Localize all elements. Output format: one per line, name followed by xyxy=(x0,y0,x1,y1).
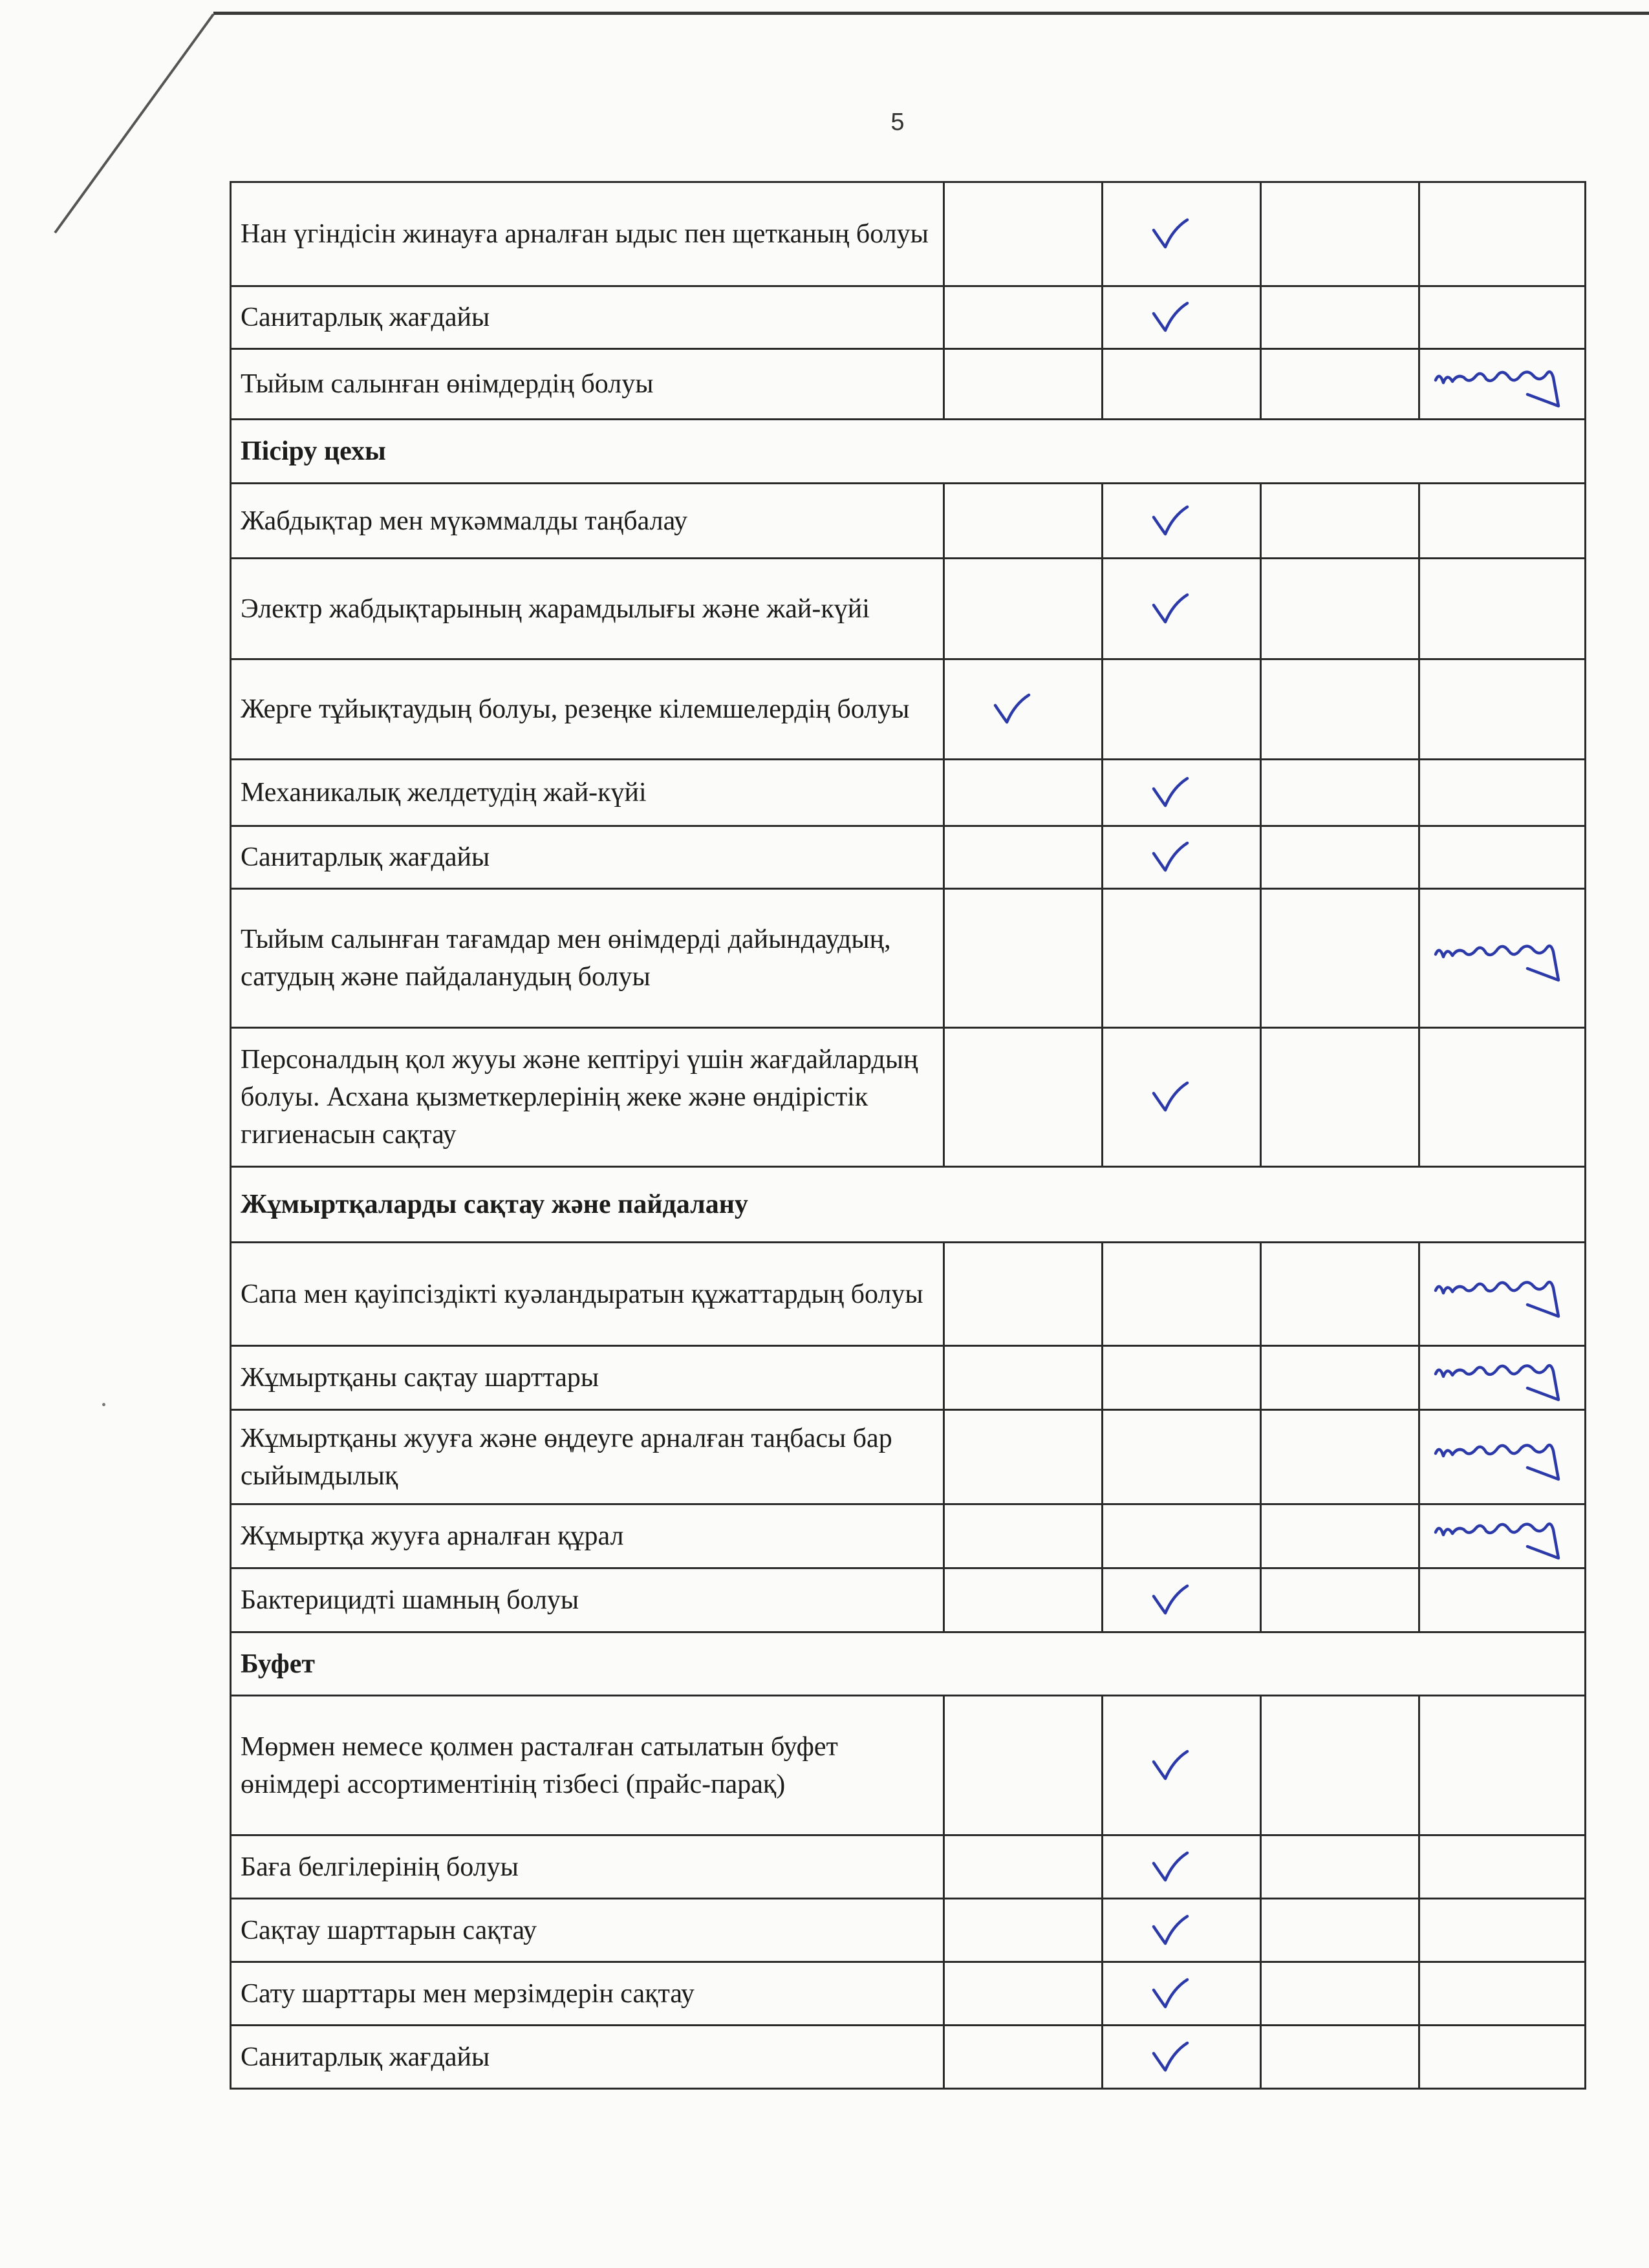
mark-cell xyxy=(944,760,1103,826)
checkmark-icon xyxy=(1150,591,1190,627)
mark-cell xyxy=(1103,1835,1261,1899)
mark-cell xyxy=(1261,1835,1419,1899)
mark-cell xyxy=(1103,1899,1261,1962)
scan-edge-corner xyxy=(0,0,259,259)
mark-cell xyxy=(1261,1028,1419,1167)
mark-cell xyxy=(1103,1962,1261,2026)
mark-cell xyxy=(1261,349,1419,420)
mark-cell xyxy=(1261,1568,1419,1632)
checklist-row xyxy=(231,1346,1586,1410)
mark-cell xyxy=(944,559,1103,659)
section-heading: Пісіру цехы xyxy=(231,420,1586,484)
mark-cell xyxy=(1103,659,1261,760)
mark-cell xyxy=(1419,1028,1585,1167)
criterion-label: Сату шарттары мен мерзімдерін сақтау xyxy=(231,1962,944,2026)
scan-speck xyxy=(102,1403,105,1406)
mark-cell xyxy=(1103,826,1261,889)
mark-cell xyxy=(944,1028,1103,1167)
mark-cell xyxy=(1419,484,1585,559)
checkmark-icon xyxy=(1150,216,1190,252)
checkmark-icon xyxy=(1150,1912,1190,1949)
mark-cell xyxy=(944,1962,1103,2026)
mark-cell xyxy=(1419,826,1585,889)
signature-mark-icon xyxy=(1430,354,1573,414)
checklist-row xyxy=(231,1962,1586,2026)
mark-cell xyxy=(1261,182,1419,286)
mark-cell xyxy=(944,1504,1103,1568)
checklist-row xyxy=(231,286,1586,349)
mark-cell xyxy=(1419,1504,1585,1568)
mark-cell xyxy=(1103,1028,1261,1167)
criterion-label: Санитарлық жағдайы xyxy=(231,2026,944,2089)
mark-cell xyxy=(1419,1696,1585,1835)
criterion-label: Мөрмен немесе қолмен расталған сатылатын буфет өнімдері ассортиментінің тізбесі (прайс-парақ) xyxy=(231,1696,944,1835)
section-row xyxy=(231,1632,1586,1696)
mark-cell xyxy=(1261,1346,1419,1410)
mark-cell xyxy=(1103,889,1261,1028)
checklist-row xyxy=(231,659,1586,760)
checkmark-icon xyxy=(1150,1849,1190,1885)
criterion-label: Персоналдың қол жууы және кептіруі үшін жағдайлардың болуы. Асхана қызметкерлерінің жеке және өндірістік гигиенасын сақтау xyxy=(231,1028,944,1167)
mark-cell xyxy=(944,1696,1103,1835)
mark-cell xyxy=(1261,889,1419,1028)
mark-cell xyxy=(944,1410,1103,1504)
mark-cell xyxy=(944,826,1103,889)
mark-cell xyxy=(1261,1962,1419,2026)
checklist-row xyxy=(231,2026,1586,2089)
mark-cell xyxy=(1419,286,1585,349)
mark-cell xyxy=(944,182,1103,286)
checklist-row xyxy=(231,1028,1586,1167)
mark-cell xyxy=(1419,1835,1585,1899)
section-heading: Буфет xyxy=(231,1632,1586,1696)
mark-cell xyxy=(1103,1568,1261,1632)
mark-cell xyxy=(1103,2026,1261,2089)
criterion-label: Сақтау шарттарын сақтау xyxy=(231,1899,944,1962)
checkmark-icon xyxy=(1150,775,1190,811)
mark-cell xyxy=(1261,559,1419,659)
mark-cell xyxy=(1261,1243,1419,1346)
checklist-row xyxy=(231,1410,1586,1504)
mark-cell xyxy=(1261,826,1419,889)
mark-cell xyxy=(944,286,1103,349)
mark-cell xyxy=(1419,760,1585,826)
checklist-row xyxy=(231,760,1586,826)
mark-cell xyxy=(1419,349,1585,420)
mark-cell xyxy=(1103,1504,1261,1568)
signature-mark-icon xyxy=(1430,1506,1573,1566)
mark-cell xyxy=(1419,1410,1585,1504)
mark-cell xyxy=(944,659,1103,760)
checkmark-icon xyxy=(1150,1079,1190,1115)
checkmark-icon xyxy=(1150,2039,1190,2075)
checkmark-icon xyxy=(1150,503,1190,539)
mark-cell xyxy=(1103,760,1261,826)
criterion-label: Бактерицидті шамның болуы xyxy=(231,1568,944,1632)
section-heading: Жұмыртқаларды сақтау және пайдалану xyxy=(231,1167,1586,1243)
mark-cell xyxy=(1261,286,1419,349)
checklist-row xyxy=(231,826,1586,889)
checklist-row xyxy=(231,1835,1586,1899)
checkmark-icon xyxy=(1150,1582,1190,1618)
mark-cell xyxy=(1419,1899,1585,1962)
scan-edge-line xyxy=(213,12,1649,15)
signature-mark-icon xyxy=(1430,1348,1573,1407)
mark-cell xyxy=(1261,1696,1419,1835)
checklist-row xyxy=(231,1504,1586,1568)
signature-mark-icon xyxy=(1430,1265,1573,1324)
checkmark-icon xyxy=(1150,299,1190,336)
page-number: 5 xyxy=(890,109,905,136)
mark-cell xyxy=(944,1568,1103,1632)
mark-cell xyxy=(1261,1410,1419,1504)
checklist-row xyxy=(231,349,1586,420)
criterion-label: Электр жабдықтарының жарамдылығы және жай-күйі xyxy=(231,559,944,659)
mark-cell xyxy=(1419,1346,1585,1410)
mark-cell xyxy=(1419,559,1585,659)
mark-cell xyxy=(1103,349,1261,420)
criterion-label: Механикалық желдетудің жай-күйі xyxy=(231,760,944,826)
mark-cell xyxy=(944,889,1103,1028)
criterion-label: Баға белгілерінің болуы xyxy=(231,1835,944,1899)
checkmark-icon xyxy=(1150,1976,1190,2012)
criterion-label: Жұмыртқаны жууға және өңдеуге арналған таңбасы бар сыйымдылық xyxy=(231,1410,944,1504)
checklist-row xyxy=(231,1568,1586,1632)
criterion-label: Санитарлық жағдайы xyxy=(231,826,944,889)
checklist-row xyxy=(231,1243,1586,1346)
mark-cell xyxy=(1261,2026,1419,2089)
mark-cell xyxy=(944,1899,1103,1962)
mark-cell xyxy=(944,349,1103,420)
mark-cell xyxy=(1103,1696,1261,1835)
mark-cell xyxy=(1261,760,1419,826)
criterion-label: Тыйым салынған тағамдар мен өнімдерді дайындаудың, сатудың және пайдаланудың болуы xyxy=(231,889,944,1028)
signature-mark-icon xyxy=(1430,928,1573,988)
criterion-label: Нан үгіндісін жинауға арналған ыдыс пен щетканың болуы xyxy=(231,182,944,286)
mark-cell xyxy=(1261,659,1419,760)
checkmark-icon xyxy=(1150,839,1190,875)
section-row xyxy=(231,420,1586,484)
criterion-label: Жұмыртқа жууға арналған құрал xyxy=(231,1504,944,1568)
mark-cell xyxy=(944,484,1103,559)
criterion-label: Жұмыртқаны сақтау шарттары xyxy=(231,1346,944,1410)
mark-cell xyxy=(1103,286,1261,349)
section-row xyxy=(231,1167,1586,1243)
criterion-label: Тыйым салынған өнімдердің болуы xyxy=(231,349,944,420)
checkmark-icon xyxy=(1150,1748,1190,1784)
checklist-row xyxy=(231,889,1586,1028)
inspection-checklist-table xyxy=(230,181,1586,2090)
checklist-row xyxy=(231,182,1586,286)
checkmark-icon xyxy=(991,691,1031,727)
mark-cell xyxy=(944,1835,1103,1899)
mark-cell xyxy=(1103,182,1261,286)
mark-cell xyxy=(1419,889,1585,1028)
mark-cell xyxy=(1419,2026,1585,2089)
criterion-label: Сапа мен қауіпсіздікті куәландыратын құжаттардың болуы xyxy=(231,1243,944,1346)
checklist-row xyxy=(231,559,1586,659)
mark-cell xyxy=(1419,1243,1585,1346)
mark-cell xyxy=(1419,1962,1585,2026)
mark-cell xyxy=(1103,559,1261,659)
mark-cell xyxy=(1103,1243,1261,1346)
criterion-label: Санитарлық жағдайы xyxy=(231,286,944,349)
signature-mark-icon xyxy=(1430,1428,1573,1487)
checklist-row xyxy=(231,1696,1586,1835)
checklist-row xyxy=(231,484,1586,559)
mark-cell xyxy=(944,1346,1103,1410)
mark-cell xyxy=(1419,1568,1585,1632)
mark-cell xyxy=(1103,484,1261,559)
mark-cell xyxy=(944,1243,1103,1346)
mark-cell xyxy=(1103,1346,1261,1410)
mark-cell xyxy=(1261,1899,1419,1962)
checklist-row xyxy=(231,1899,1586,1962)
mark-cell xyxy=(944,2026,1103,2089)
mark-cell xyxy=(1261,1504,1419,1568)
mark-cell xyxy=(1261,484,1419,559)
mark-cell xyxy=(1103,1410,1261,1504)
criterion-label: Жерге тұйықтаудың болуы, резеңке кілемшелердің болуы xyxy=(231,659,944,760)
mark-cell xyxy=(1419,182,1585,286)
mark-cell xyxy=(1419,659,1585,760)
criterion-label: Жабдықтар мен мүкәммалды таңбалау xyxy=(231,484,944,559)
